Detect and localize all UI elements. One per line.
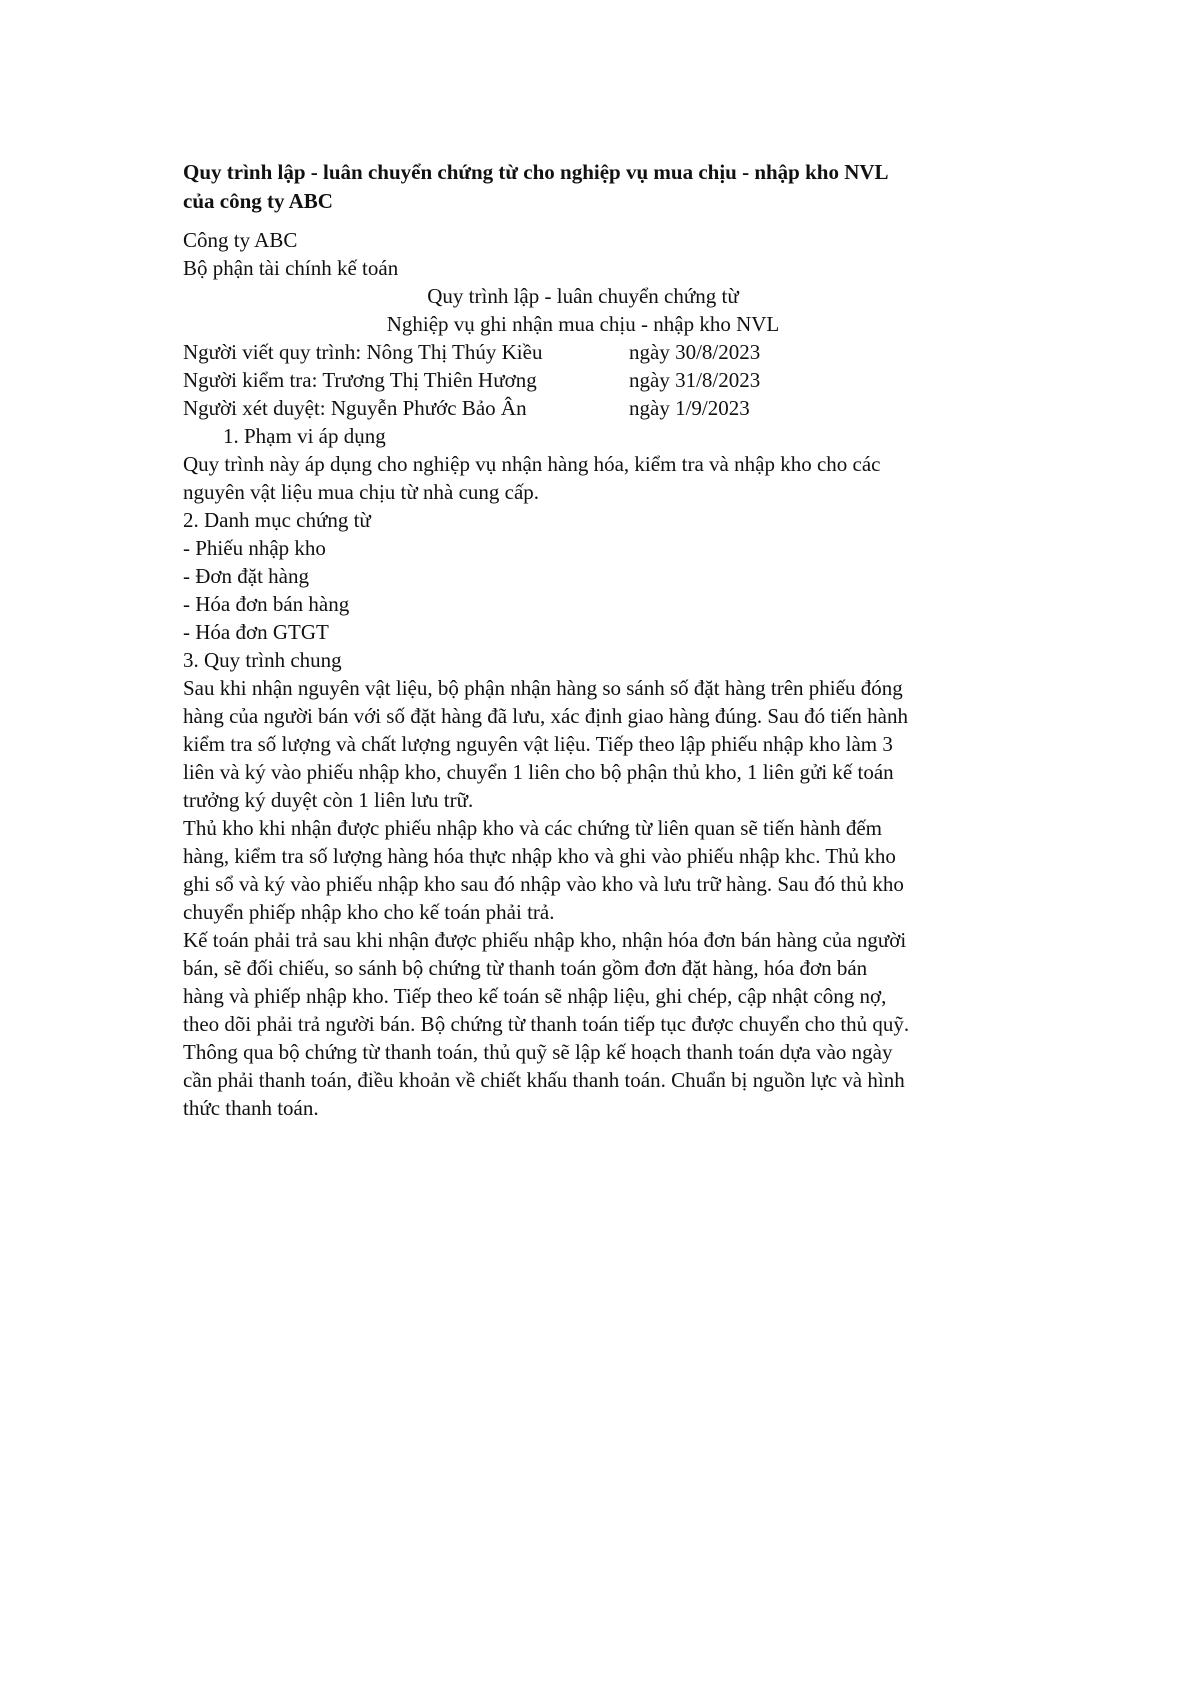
document-body	[183, 226, 1033, 1122]
signature-date: ngày 1/9/2023	[629, 396, 750, 420]
paragraph-line: Sau khi nhận nguyên vật liệu, bộ phận nhận hàng so sánh số đặt hàng trên phiếu đóng	[183, 676, 903, 700]
section-3-paragraph-3	[183, 926, 1033, 1122]
paragraph-line: hàng và phiếp nhập kho. Tiếp theo kế toán sẽ nhập liệu, ghi chép, cập nhật công nợ,	[183, 984, 887, 1008]
paragraph-line: trưởng ký duyệt còn 1 liên lưu trữ.	[183, 788, 474, 812]
paragraph-line: Quy trình này áp dụng cho nghiệp vụ nhận hàng hóa, kiểm tra và nhập kho cho các	[183, 452, 881, 476]
signature-label: Người kiểm tra: Trương Thị Thiên Hương	[183, 368, 537, 392]
signature-label: Người viết quy trình: Nông Thị Thúy Kiều	[183, 340, 543, 364]
title-line-2: của công ty ABC	[183, 189, 333, 213]
document-title	[183, 158, 1013, 216]
section-1-paragraph	[183, 450, 1033, 506]
paragraph-line: ghi sổ và ký vào phiếu nhập kho sau đó nhập vào kho và lưu trữ hàng. Sau đó thủ kho	[183, 872, 904, 896]
department-name: Bộ phận tài chính kế toán	[183, 256, 399, 280]
paragraph-line: hàng của người bán với số đặt hàng đã lưu, xác định giao hàng đúng. Sau đó tiến hành	[183, 704, 908, 728]
paragraph-line: Kế toán phải trả sau khi nhận được phiếu nhập kho, nhận hóa đơn bán hàng của người	[183, 928, 907, 952]
paragraph-line: chuyển phiếp nhập kho cho kế toán phải trả.	[183, 900, 555, 924]
title-line-1: Quy trình lập - luân chuyển chứng từ cho nghiệp vụ mua chịu - nhập kho NVL	[183, 160, 889, 184]
document-list-item: - Hóa đơn bán hàng	[183, 592, 350, 616]
signature-row-reviewer	[183, 366, 1033, 394]
document-list-item: - Phiếu nhập kho	[183, 536, 326, 560]
paragraph-line: bán, sẽ đối chiếu, so sánh bộ chứng từ thanh toán gồm đơn đặt hàng, hóa đơn bán	[183, 956, 868, 980]
paragraph-line: Thủ kho khi nhận được phiếu nhập kho và các chứng từ liên quan sẽ tiến hành đếm	[183, 816, 882, 840]
signature-date: ngày 31/8/2023	[629, 368, 761, 392]
section-3-heading: 3. Quy trình chung	[183, 648, 342, 672]
section-2-heading: 2. Danh mục chứng từ	[183, 508, 371, 532]
paragraph-line: nguyên vật liệu mua chịu từ nhà cung cấp.	[183, 480, 540, 504]
signature-date: ngày 30/8/2023	[629, 340, 761, 364]
paragraph-line: hàng, kiểm tra số lượng hàng hóa thực nhập kho và ghi vào phiếu nhập khc. Thủ kho	[183, 844, 896, 868]
section-1-heading: 1. Phạm vi áp dụng	[223, 424, 386, 448]
signature-label: Người xét duyệt: Nguyễn Phước Bảo Ân	[183, 396, 527, 420]
section-3-paragraph-1	[183, 674, 1033, 814]
procedure-subtitle: Nghiệp vụ ghi nhận mua chịu - nhập kho NVL	[386, 312, 780, 336]
paragraph-line: Thông qua bộ chứng từ thanh toán, thủ quỹ sẽ lập kế hoạch thanh toán dựa vào ngày	[183, 1040, 893, 1064]
paragraph-line: theo dõi phải trả người bán. Bộ chứng từ thanh toán tiếp tục được chuyển cho thủ quỹ.	[183, 1012, 910, 1036]
signature-row-approver	[183, 394, 1033, 422]
document-content	[183, 158, 1033, 1122]
paragraph-line: liên và ký vào phiếu nhập kho, chuyển 1 liên cho bộ phận thủ kho, 1 liên gửi kế toán	[183, 760, 894, 784]
paragraph-line: cần phải thanh toán, điều khoản về chiết khấu thanh toán. Chuẩn bị nguồn lực và hình	[183, 1068, 905, 1092]
signature-row-author	[183, 338, 1033, 366]
document-list-item: - Hóa đơn GTGT	[183, 620, 329, 644]
company-name: Công ty ABC	[183, 228, 298, 252]
procedure-title: Quy trình lập - luân chuyển chứng từ	[427, 284, 739, 308]
document-list-item: - Đơn đặt hàng	[183, 564, 309, 588]
paragraph-line: thức thanh toán.	[183, 1096, 319, 1120]
paragraph-line: kiểm tra số lượng và chất lượng nguyên vật liệu. Tiếp theo lập phiếu nhập kho làm 3	[183, 732, 893, 756]
section-3-paragraph-2	[183, 814, 1033, 926]
